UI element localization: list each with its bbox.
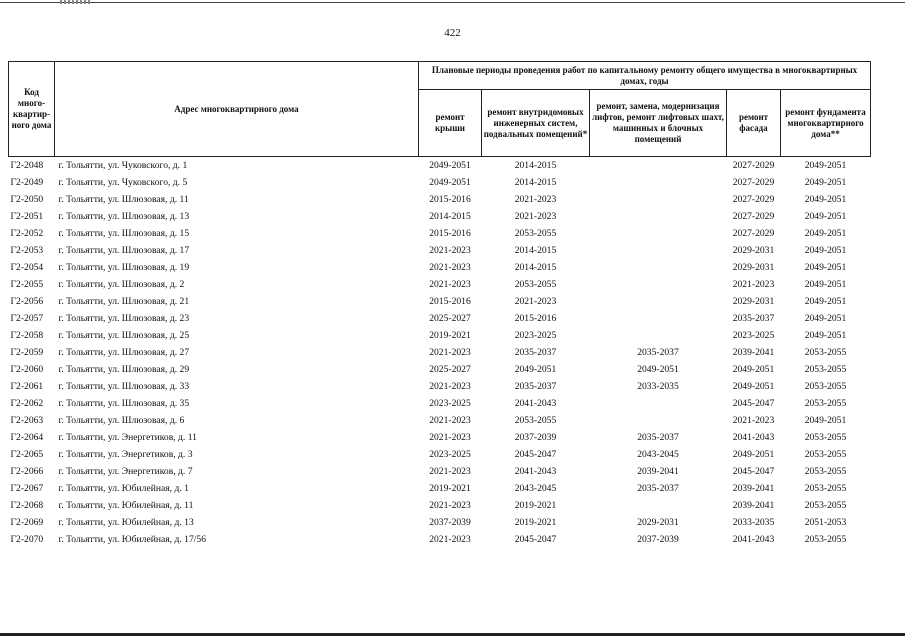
cell-lifts [590, 412, 727, 429]
cell-address: г. Тольятти, ул. Шлюзовая, д. 35 [58, 398, 190, 409]
cell-lifts [590, 497, 727, 514]
cell-roof: 2021-2023 [429, 262, 471, 273]
cell-lifts: 2043-2045 [637, 449, 679, 460]
cell-facade: 2049-2051 [732, 449, 775, 460]
header-code: Код много-квартир-ного дома [9, 62, 55, 157]
cell-lifts [590, 242, 727, 259]
table-row [9, 395, 871, 412]
cell-code: Г2-2063 [10, 415, 44, 426]
table-row [9, 242, 871, 259]
cell-code: Г2-2062 [10, 398, 44, 409]
cell-foundation: 2049-2051 [804, 228, 847, 239]
cell-address: г. Тольятти, ул. Шлюзовая, д. 21 [58, 296, 190, 307]
cell-facade: 2027-2029 [732, 194, 775, 205]
cell-lifts [590, 327, 727, 344]
cell-code: Г2-2050 [10, 194, 44, 205]
cell-facade: 2029-2031 [732, 262, 775, 273]
cell-facade: 2041-2043 [732, 534, 775, 545]
cell-roof: 2014-2015 [429, 211, 471, 222]
cell-facade: 2027-2029 [732, 160, 775, 171]
cell-foundation: 2049-2051 [804, 279, 847, 290]
cell-address: г. Тольятти, ул. Юбилейная, д. 11 [58, 500, 194, 511]
top-rule [0, 2, 905, 3]
cell-roof: 2025-2027 [429, 313, 471, 324]
cell-lifts [590, 259, 727, 276]
cell-systems: 2045-2047 [514, 449, 557, 460]
cell-code: Г2-2054 [10, 262, 44, 273]
cell-roof: 2021-2023 [429, 347, 471, 358]
cell-systems: 2049-2051 [514, 364, 557, 375]
cell-code: Г2-2068 [10, 500, 44, 511]
cell-address: г. Тольятти, ул. Шлюзовая, д. 15 [58, 228, 190, 239]
cell-systems: 2035-2037 [514, 347, 557, 358]
cell-foundation: 2049-2051 [804, 262, 847, 273]
cell-systems: 2043-2045 [514, 483, 557, 494]
table-row [9, 174, 871, 191]
cell-lifts [590, 310, 727, 327]
table-row [9, 429, 871, 446]
cell-address: г. Тольятти, ул. Энергетиков, д. 11 [58, 432, 197, 443]
cell-lifts [590, 157, 727, 175]
cell-address: г. Тольятти, ул. Юбилейная, д. 1 [58, 483, 189, 494]
table-row [9, 361, 871, 378]
table-row [9, 310, 871, 327]
cell-address: г. Тольятти, ул. Шлюзовая, д. 17 [58, 245, 190, 256]
cell-facade: 2023-2025 [732, 330, 775, 341]
cell-address: г. Тольятти, ул. Шлюзовая, д. 11 [58, 194, 189, 205]
cell-systems: 2014-2015 [514, 160, 557, 171]
cell-code: Г2-2049 [10, 177, 44, 188]
cell-systems: 2019-2021 [514, 500, 557, 511]
cell-systems: 2053-2055 [514, 228, 557, 239]
cell-facade: 2027-2029 [732, 228, 775, 239]
cell-code: Г2-2058 [10, 330, 44, 341]
cell-address: г. Тольятти, ул. Шлюзовая, д. 13 [58, 211, 190, 222]
table-body [9, 157, 871, 549]
cell-foundation: 2049-2051 [804, 211, 847, 222]
cell-systems: 2045-2047 [514, 534, 557, 545]
cell-code: Г2-2060 [10, 364, 44, 375]
header-row-1 [9, 62, 871, 90]
cell-address: г. Тольятти, ул. Чуковского, д. 1 [58, 160, 188, 171]
cell-code: Г2-2057 [10, 313, 44, 324]
cell-facade: 2027-2029 [732, 211, 775, 222]
cell-foundation: 2049-2051 [804, 194, 847, 205]
cell-address: г. Тольятти, ул. Шлюзовая, д. 29 [58, 364, 190, 375]
repair-schedule-table [8, 61, 871, 548]
cell-lifts [590, 208, 727, 225]
table-row [9, 446, 871, 463]
cell-facade: 2039-2041 [732, 500, 775, 511]
cell-roof: 2021-2023 [429, 279, 471, 290]
cell-foundation: 2049-2051 [804, 245, 847, 256]
cell-roof: 2021-2023 [429, 500, 471, 511]
cell-lifts [590, 191, 727, 208]
cell-lifts: 2029-2031 [637, 517, 679, 528]
cell-code: Г2-2061 [10, 381, 44, 392]
cell-facade: 2039-2041 [732, 347, 775, 358]
cell-roof: 2021-2023 [429, 432, 471, 443]
table-row [9, 259, 871, 276]
cell-facade: 2049-2051 [732, 364, 775, 375]
cell-address: г. Тольятти, ул. Шлюзовая, д. 6 [58, 415, 185, 426]
header-address: Адрес многоквартирного дома [55, 62, 419, 157]
cell-foundation: 2053-2055 [804, 432, 847, 443]
cell-address: г. Тольятти, ул. Шлюзовая, д. 2 [58, 279, 185, 290]
cell-systems: 2021-2023 [514, 194, 557, 205]
cell-lifts: 2039-2041 [637, 466, 679, 477]
cell-foundation: 2053-2055 [804, 483, 847, 494]
table-row [9, 208, 871, 225]
cell-roof: 2021-2023 [429, 245, 471, 256]
header-roof: ремонт крыши [419, 90, 482, 157]
cell-systems: 2037-2039 [514, 432, 557, 443]
cell-foundation: 2053-2055 [804, 381, 847, 392]
cell-lifts: 2035-2037 [637, 432, 679, 443]
cell-foundation: 2051-2053 [804, 517, 847, 528]
cell-code: Г2-2055 [10, 279, 44, 290]
cell-roof: 2049-2051 [429, 160, 471, 171]
cell-systems: 2014-2015 [514, 177, 557, 188]
cell-roof: 2023-2025 [429, 449, 471, 460]
cell-foundation: 2053-2055 [804, 449, 847, 460]
cell-code: Г2-2066 [10, 466, 44, 477]
cell-address: г. Тольятти, ул. Шлюзовая, д. 27 [58, 347, 190, 358]
cell-address: г. Тольятти, ул. Чуковского, д. 5 [58, 177, 188, 188]
table-row [9, 497, 871, 514]
cell-address: г. Тольятти, ул. Шлюзовая, д. 33 [58, 381, 190, 392]
cell-roof: 2019-2021 [429, 330, 471, 341]
cell-code: Г2-2048 [10, 160, 44, 171]
cell-foundation: 2053-2055 [804, 500, 847, 511]
table-row [9, 531, 871, 548]
cell-address: г. Тольятти, ул. Шлюзовая, д. 25 [58, 330, 190, 341]
table-row [9, 225, 871, 242]
cell-foundation: 2053-2055 [804, 398, 847, 409]
cell-lifts: 2037-2039 [637, 534, 679, 545]
cell-facade: 2021-2023 [732, 279, 775, 290]
table-row [9, 378, 871, 395]
cell-facade: 2029-2031 [732, 296, 775, 307]
cell-facade: 2049-2051 [732, 381, 775, 392]
table-row [9, 480, 871, 497]
header-periods-group: Плановые периоды проведения работ по капитальному ремонту общего имущества в многоквартирных домах, годы [419, 62, 871, 90]
page-number: 422 [444, 27, 461, 39]
cell-facade: 2021-2023 [732, 415, 775, 426]
cell-roof: 2021-2023 [429, 534, 471, 545]
cell-roof: 2015-2016 [429, 194, 471, 205]
cell-lifts: 2049-2051 [637, 364, 679, 375]
cell-code: Г2-2069 [10, 517, 44, 528]
cell-roof: 2023-2025 [429, 398, 471, 409]
cell-facade: 2027-2029 [732, 177, 775, 188]
table-row [9, 344, 871, 361]
table-row [9, 514, 871, 531]
cell-lifts [590, 225, 727, 242]
cell-foundation: 2049-2051 [804, 177, 847, 188]
cell-roof: 2015-2016 [429, 228, 471, 239]
cell-roof: 2021-2023 [429, 466, 471, 477]
cell-code: Г2-2064 [10, 432, 44, 443]
cell-systems: 2035-2037 [514, 381, 557, 392]
cell-foundation: 2053-2055 [804, 466, 847, 477]
cell-code: Г2-2067 [10, 483, 44, 494]
table-row [9, 327, 871, 344]
cell-lifts [590, 276, 727, 293]
cell-foundation: 2053-2055 [804, 347, 847, 358]
cell-address: г. Тольятти, ул. Энергетиков, д. 3 [58, 449, 193, 460]
cell-code: Г2-2059 [10, 347, 44, 358]
cell-systems: 2021-2023 [514, 296, 557, 307]
cell-foundation: 2049-2051 [804, 313, 847, 324]
table-row [9, 293, 871, 310]
cell-roof: 2021-2023 [429, 415, 471, 426]
cell-foundation: 2049-2051 [804, 160, 847, 171]
header-foundation: ремонт фундамента многоквартирного дома** [781, 90, 871, 157]
cell-systems: 2021-2023 [514, 211, 557, 222]
cell-roof: 2049-2051 [429, 177, 471, 188]
table-row [9, 276, 871, 293]
cell-roof: 2021-2023 [429, 381, 471, 392]
cell-lifts [590, 395, 727, 412]
cell-code: Г2-2070 [10, 534, 44, 545]
cell-systems: 2015-2016 [514, 313, 557, 324]
cell-lifts: 2035-2037 [637, 483, 679, 494]
cell-address: г. Тольятти, ул. Шлюзовая, д. 23 [58, 313, 190, 324]
cell-code: Г2-2051 [10, 211, 44, 222]
cell-address: г. Тольятти, ул. Энергетиков, д. 7 [58, 466, 193, 477]
header-systems: ремонт внутридомовых инженерных систем, подвальных помещений* [482, 90, 590, 157]
cell-address: г. Тольятти, ул. Юбилейная, д. 17/56 [58, 534, 206, 545]
table-row [9, 412, 871, 429]
cell-systems: 2053-2055 [514, 415, 557, 426]
cell-address: г. Тольятти, ул. Юбилейная, д. 13 [58, 517, 194, 528]
cell-foundation: 2053-2055 [804, 364, 847, 375]
cell-systems: 2041-2043 [514, 398, 557, 409]
table-row [9, 157, 871, 175]
cell-systems: 2041-2043 [514, 466, 557, 477]
cell-systems: 2019-2021 [514, 517, 557, 528]
header-facade: ремонт фасада [727, 90, 781, 157]
scan-mark [60, 0, 90, 4]
cell-facade: 2039-2041 [732, 483, 775, 494]
cell-facade: 2029-2031 [732, 245, 775, 256]
cell-code: Г2-2056 [10, 296, 44, 307]
bottom-rule [0, 633, 905, 636]
header-lifts: ремонт, замена, модернизация лифтов, ремонт лифтовых шахт, машинных и блочных помещений [590, 90, 727, 157]
cell-foundation: 2049-2051 [804, 330, 847, 341]
cell-systems: 2053-2055 [514, 279, 557, 290]
cell-foundation: 2053-2055 [804, 534, 847, 545]
cell-code: Г2-2052 [10, 228, 44, 239]
cell-foundation: 2049-2051 [804, 415, 847, 426]
cell-code: Г2-2053 [10, 245, 44, 256]
cell-lifts: 2035-2037 [637, 347, 679, 358]
cell-facade: 2045-2047 [732, 466, 775, 477]
cell-lifts: 2033-2035 [637, 381, 679, 392]
cell-systems: 2014-2015 [514, 245, 557, 256]
cell-code: Г2-2065 [10, 449, 44, 460]
cell-systems: 2014-2015 [514, 262, 557, 273]
cell-lifts [590, 293, 727, 310]
cell-lifts [590, 174, 727, 191]
cell-address: г. Тольятти, ул. Шлюзовая, д. 19 [58, 262, 190, 273]
table-row [9, 463, 871, 480]
cell-roof: 2015-2016 [429, 296, 471, 307]
cell-roof: 2025-2027 [429, 364, 471, 375]
cell-facade: 2045-2047 [732, 398, 775, 409]
cell-systems: 2023-2025 [514, 330, 557, 341]
cell-roof: 2019-2021 [429, 483, 471, 494]
cell-facade: 2033-2035 [732, 517, 775, 528]
table-row [9, 191, 871, 208]
cell-facade: 2041-2043 [732, 432, 775, 443]
cell-foundation: 2049-2051 [804, 296, 847, 307]
cell-facade: 2035-2037 [732, 313, 775, 324]
cell-roof: 2037-2039 [429, 517, 471, 528]
